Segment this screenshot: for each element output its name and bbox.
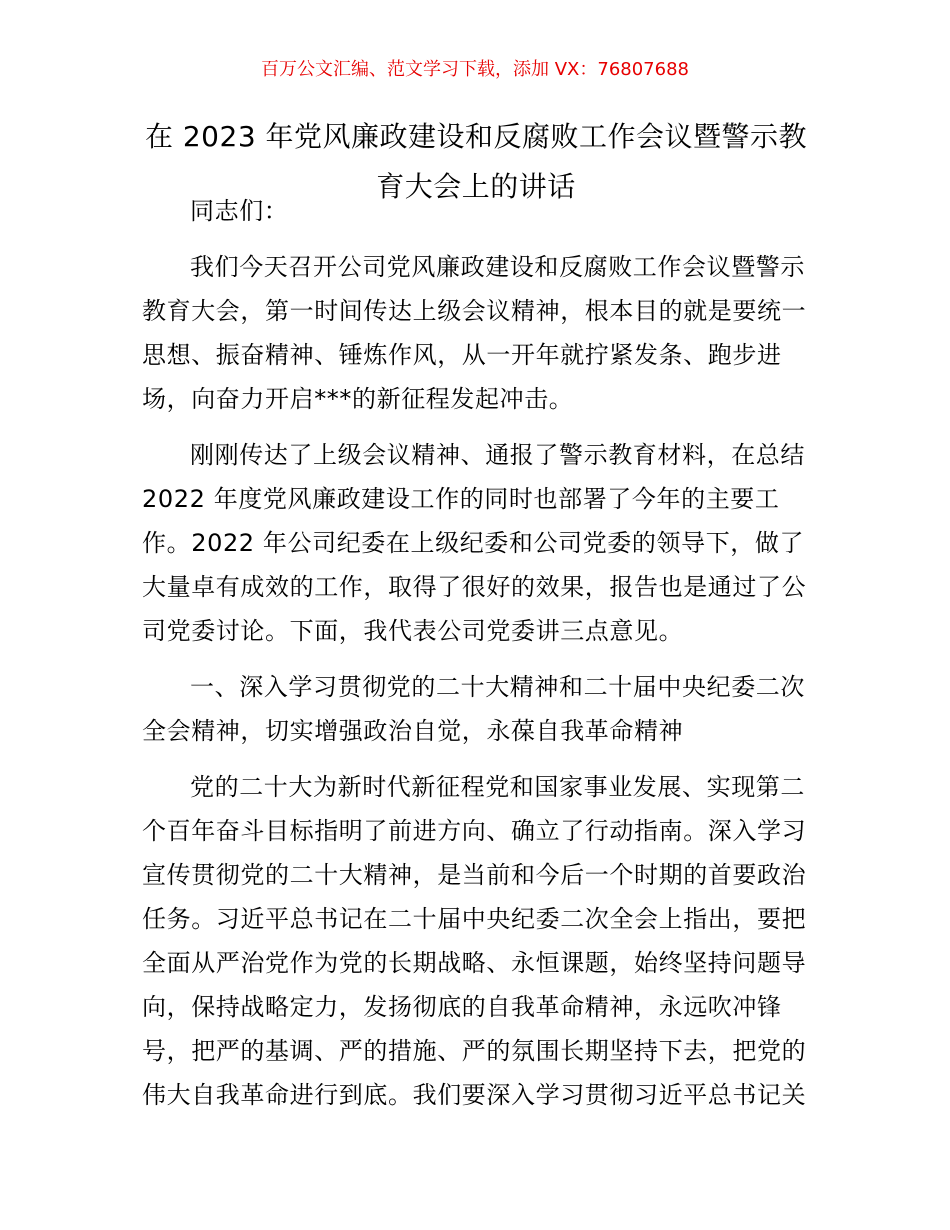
paragraph-section-1: 党的二十大为新时代新征程党和国家事业发展、实现第二个百年奋斗目标指明了前进方向、确立了行动指南。深入学习宣传贯彻党的二十大精神，是当前和今后一个时期的首要政治任务。习近平总书记在二十届中央纪委二次全会上指出，要把全面从严治党作为党的长期战略、永恒课题，始终坚持问题导向，保持战略定力，发扬彻底的自我革命精神，永远吹冲锋号，把严的基调、严的措施、严的氛围长期坚持下去，把党的伟大自我革命进行到底。我们要深入学习贯彻习近平总书记关 [142,773,807,1109]
section-heading-1: 一、深入学习贯彻党的二十大精神和二十届中央纪委二次全会精神，切实增强政治自觉，永葆自我革命精神 [142,673,805,745]
salutation: 同志们： [190,197,289,225]
paragraph-intro: 我们今天召开公司党风廉政建设和反腐败工作会议暨警示教育大会，第一时间传达上级会议精神，根本目的就是要统一思想、振奋精神、锤炼作风，从一开年就拧紧发条、跑步进场，向奋力开启***的新征程发起冲击。 [142,253,807,413]
paragraph-review: 刚刚传达了上级会议精神、通报了警示教育材料，在总结 2022 年度党风廉政建设工作的同时也部署了今年的主要工作。2022 年公司纪委在上级纪委和公司党委的领导下，做了大量卓有成效的工作，取得了很好的效果，报告也是通过了公司党委讨论。下面，我代表公司党委讲三点意见。 [142,441,807,645]
document-title: 在 2023 年党风廉政建设和反腐败工作会议暨警示教育大会上的讲话 [144,120,808,203]
header-watermark-note: 百万公文汇编、范文学习下载，添加 VX：76807688 [261,59,689,80]
document-body [142,189,814,1129]
